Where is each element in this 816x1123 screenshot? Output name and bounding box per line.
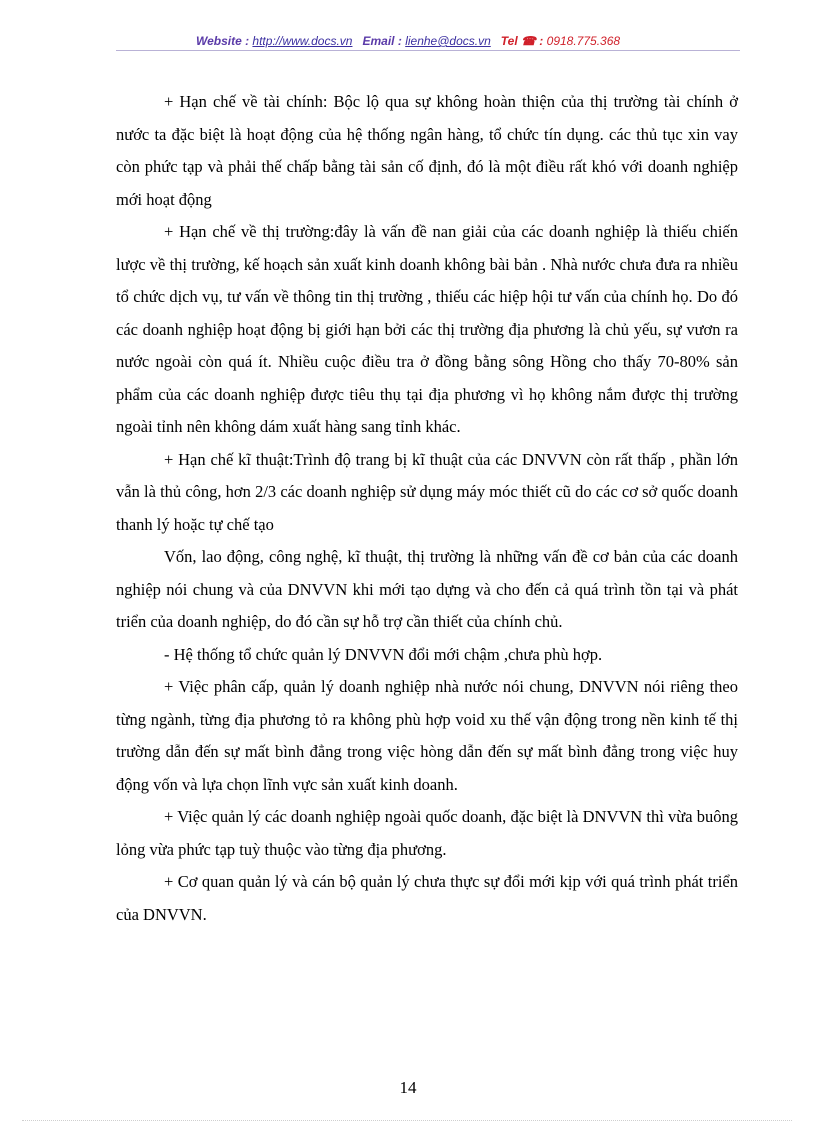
page-header [0, 34, 816, 48]
footer-divider [22, 1120, 792, 1121]
paragraph-decentralization: + Việc phân cấp, quản lý doanh nghiệp nhà nước nói chung, DNVVN nói riêng theo từng ngành, từng địa phương tỏ ra không phù hợp void xu thế vận động trong nền kinh tế thị trường dẫn đến sự mất bình đẳng trong việc hòng dẫn đến sự mất bình đẳng trong việc huy động vốn và lựa chọn lĩnh vực sản xuất kinh doanh. [116, 677, 738, 794]
paragraph-management-heading: - Hệ thống tổ chức quản lý DNVVN đổi mới chậm ,chưa phù hợp. [164, 644, 603, 664]
document-body [116, 86, 738, 931]
paragraph-technical-limits: + Hạn chế kĩ thuật:Trình độ trang bị kĩ thuật của các DNVVN còn rất thấp , phần lớn vẫn là thủ công, hơn 2/3 các doanh nghiệp sử dụng máy móc thiết cũ do các cơ sở quốc doanh thanh lý hoặc tự chế tạo [116, 449, 738, 534]
paragraph-market-limits: + Hạn chế về thị trường:đây là vấn đề nan giải của các doanh nghiệp là thiếu chiến lược về thị trường, kế hoạch sản xuất kinh doanh không bài bản . Nhà nước chưa đưa ra nhiều tổ chức dịch vụ, tư vấn về thông tin thị trường , thiếu các hiệp hội tư vấn của chính họ. Do đó các doanh nghiệp hoạt động bị giới hạn bởi các thị trường địa phương là chủ yếu, sự vươn ra nước ngoài còn quá ít. Nhiều cuộc điều tra ở đồng bằng sông Hồng cho thấy 70-80% sản phẩm của các doanh nghiệp được tiêu thụ tại địa phương vì họ không nắm được thị trường ngoài tỉnh nên không dám xuất hàng sang tỉnh khác. [116, 222, 738, 436]
email-link[interactable]: lienhe@docs.vn [405, 34, 491, 48]
website-link[interactable]: http://www.docs.vn [252, 34, 353, 48]
tel-label: Tel ☎ : [500, 34, 544, 48]
tel-number: 0918.775.368 [546, 34, 621, 48]
paragraph-financial-limits: + Hạn chế về tài chính: Bộc lộ qua sự không hoàn thiện của thị trường tài chính ở nước ta đặc biệt là hoạt động của hệ thống ngân hàng, tổ chức tín dụng. các thủ tục xin vay còn phức tạp và phải thế chấp bằng tài sản cố định, đó là một điều rất khó với doanh nghiệp mới hoạt động [116, 92, 738, 209]
header-divider [116, 50, 740, 51]
website-label: Website : [195, 34, 250, 48]
paragraph-management-agencies: + Cơ quan quản lý và cán bộ quản lý chưa thực sự đổi mới kịp với quá trình phát triển của DNVVN. [116, 872, 738, 924]
email-label: Email : [362, 34, 402, 48]
paragraph-non-state-management: + Việc quản lý các doanh nghiệp ngoài quốc doanh, đặc biệt là DNVVN thì vừa buông lỏng vừa phức tạp tuỳ thuộc vào từng địa phương. [116, 807, 738, 859]
page-number: 14 [399, 1078, 417, 1097]
paragraph-summary: Vốn, lao động, công nghệ, kĩ thuật, thị trường là những vấn đề cơ bản của các doanh nghiệp nói chung và của DNVVN khi mới tạo dựng và cho đến cả quá trình tồn tại và phát triển của doanh nghiệp, do đó cần sự hỗ trợ cần thiết của chính chủ. [116, 547, 738, 631]
